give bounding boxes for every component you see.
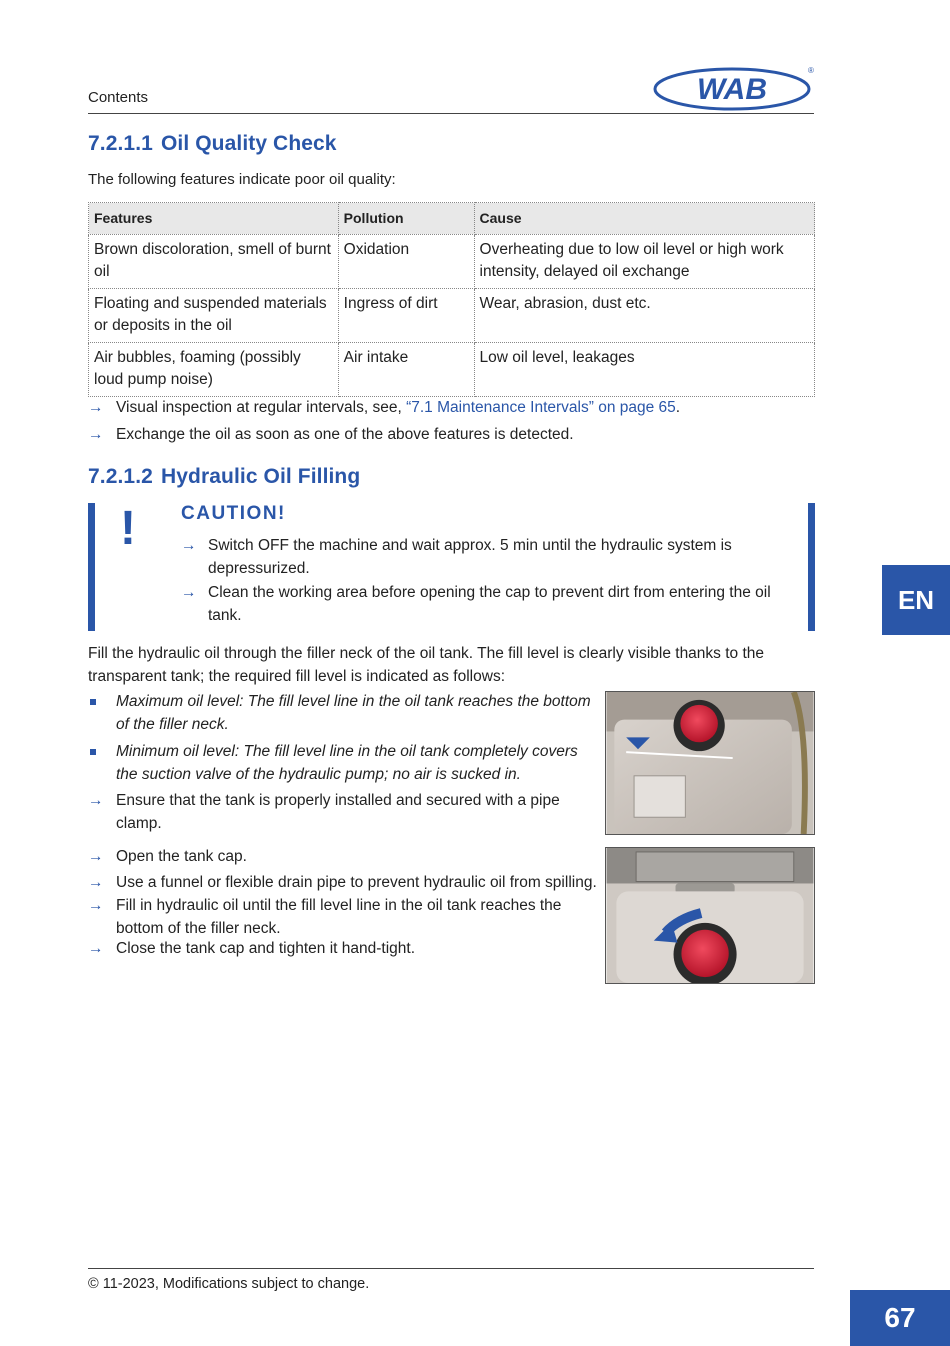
table-header-cell: Cause [474, 203, 814, 235]
table-cell: Low oil level, leakages [474, 342, 814, 396]
step-item [88, 397, 680, 420]
step-item [88, 938, 588, 961]
step-text-end: . [675, 399, 681, 416]
table-cell: Oxidation [338, 234, 474, 288]
table-row [89, 288, 815, 342]
oil-quality-table [88, 202, 815, 397]
level-text: Maximum oil level: The fill level line in the oil tank reaches the bottom of the filler neck. [116, 693, 591, 733]
caution-item [181, 535, 781, 580]
step-text: Exchange the oil as soon as one of the above features is detected. [116, 426, 574, 443]
table-cell: Overheating due to low oil level or high work intensity, delayed oil exchange [474, 234, 814, 288]
step-item [88, 872, 608, 895]
step-text: Use a funnel or flexible drain pipe to prevent hydraulic oil from spilling. [116, 874, 597, 891]
section-title: Hydraulic Oil Filling [161, 465, 361, 488]
level-item [88, 691, 598, 736]
table-header-row [89, 203, 815, 235]
step-item [88, 846, 608, 869]
section-heading-oil-quality [88, 132, 337, 156]
exclamation-icon: ! [120, 502, 136, 555]
caution-item-text: Clean the working area before opening the cap to prevent dirt from entering the oil tank. [208, 584, 771, 624]
table-header-cell: Features [89, 203, 339, 235]
arrow-right-icon: → [88, 940, 104, 957]
table-cell: Brown discoloration, smell of burnt oil [89, 234, 339, 288]
arrow-right-icon: → [88, 897, 104, 914]
section-number: 7.2.1.2 [88, 465, 153, 488]
table-header-cell: Pollution [338, 203, 474, 235]
square-bullet-icon [90, 699, 96, 705]
language-tab: EN [882, 565, 950, 635]
maintenance-intervals-link[interactable]: “7.1 Maintenance Intervals” on page 65 [406, 399, 676, 416]
level-text: Minimum oil level: The fill level line in the oil tank completely covers the suction valve of the hydraulic pump; no air is sucked in. [116, 743, 578, 783]
footer-rule [88, 1268, 814, 1269]
intro-text: The following features indicate poor oil quality: [88, 171, 396, 188]
step-item [88, 895, 588, 940]
caution-item [181, 582, 781, 627]
step-item [88, 790, 588, 835]
caution-bar-left [88, 503, 95, 631]
header-section-title: Contents [88, 89, 149, 106]
step-text: Fill in hydraulic oil until the fill level line in the oil tank reaches the bottom of the filler neck. [116, 897, 562, 937]
step-text: Open the tank cap. [116, 848, 247, 865]
section-title: Oil Quality Check [161, 132, 337, 155]
level-item [88, 741, 598, 786]
step-item [88, 424, 574, 447]
logo-text: WAB [697, 73, 767, 106]
svg-text:®: ® [808, 66, 814, 75]
square-bullet-icon [90, 749, 96, 755]
oil-tank-fill-level-photo [605, 691, 815, 835]
page-number: 67 [850, 1290, 950, 1346]
table-cell: Floating and suspended materials or deposits in the oil [89, 288, 339, 342]
caution-item-text: Switch OFF the machine and wait approx. 5 min until the hydraulic system is depressurized. [208, 537, 732, 577]
table-cell: Ingress of dirt [338, 288, 474, 342]
step-text: Visual inspection at regular intervals, see, [116, 399, 407, 416]
tank-cap-opening-photo [605, 847, 815, 984]
filling-paragraph: Fill the hydraulic oil through the filler neck of the oil tank. The fill level is clearly visible thanks to the transparent tank; the required fill level is indicated as follows: [88, 645, 765, 685]
arrow-right-icon: → [88, 426, 104, 443]
table-cell: Wear, abrasion, dust etc. [474, 288, 814, 342]
table-row [89, 342, 815, 396]
arrow-right-icon: → [88, 874, 104, 891]
arrow-right-icon: → [88, 792, 104, 809]
wab-logo [652, 62, 816, 112]
section-number: 7.2.1.1 [88, 132, 153, 155]
section-heading-oil-filling [88, 465, 360, 489]
table-cell: Air bubbles, foaming (possibly loud pump noise) [89, 342, 339, 396]
table-row [89, 234, 815, 288]
arrow-right-icon: → [181, 584, 197, 601]
table-cell: Air intake [338, 342, 474, 396]
step-text: Ensure that the tank is properly installed and secured with a pipe clamp. [116, 792, 560, 832]
arrow-right-icon: → [181, 537, 197, 554]
step-text: Close the tank cap and tighten it hand-tight. [116, 940, 416, 957]
arrow-right-icon: → [88, 848, 104, 865]
header-rule [88, 113, 814, 114]
arrow-right-icon: → [88, 399, 104, 416]
caution-bar-right [808, 503, 815, 631]
caution-title: CAUTION! [181, 503, 286, 524]
footer-copyright: © 11-2023, Modifications subject to change. [88, 1276, 370, 1292]
